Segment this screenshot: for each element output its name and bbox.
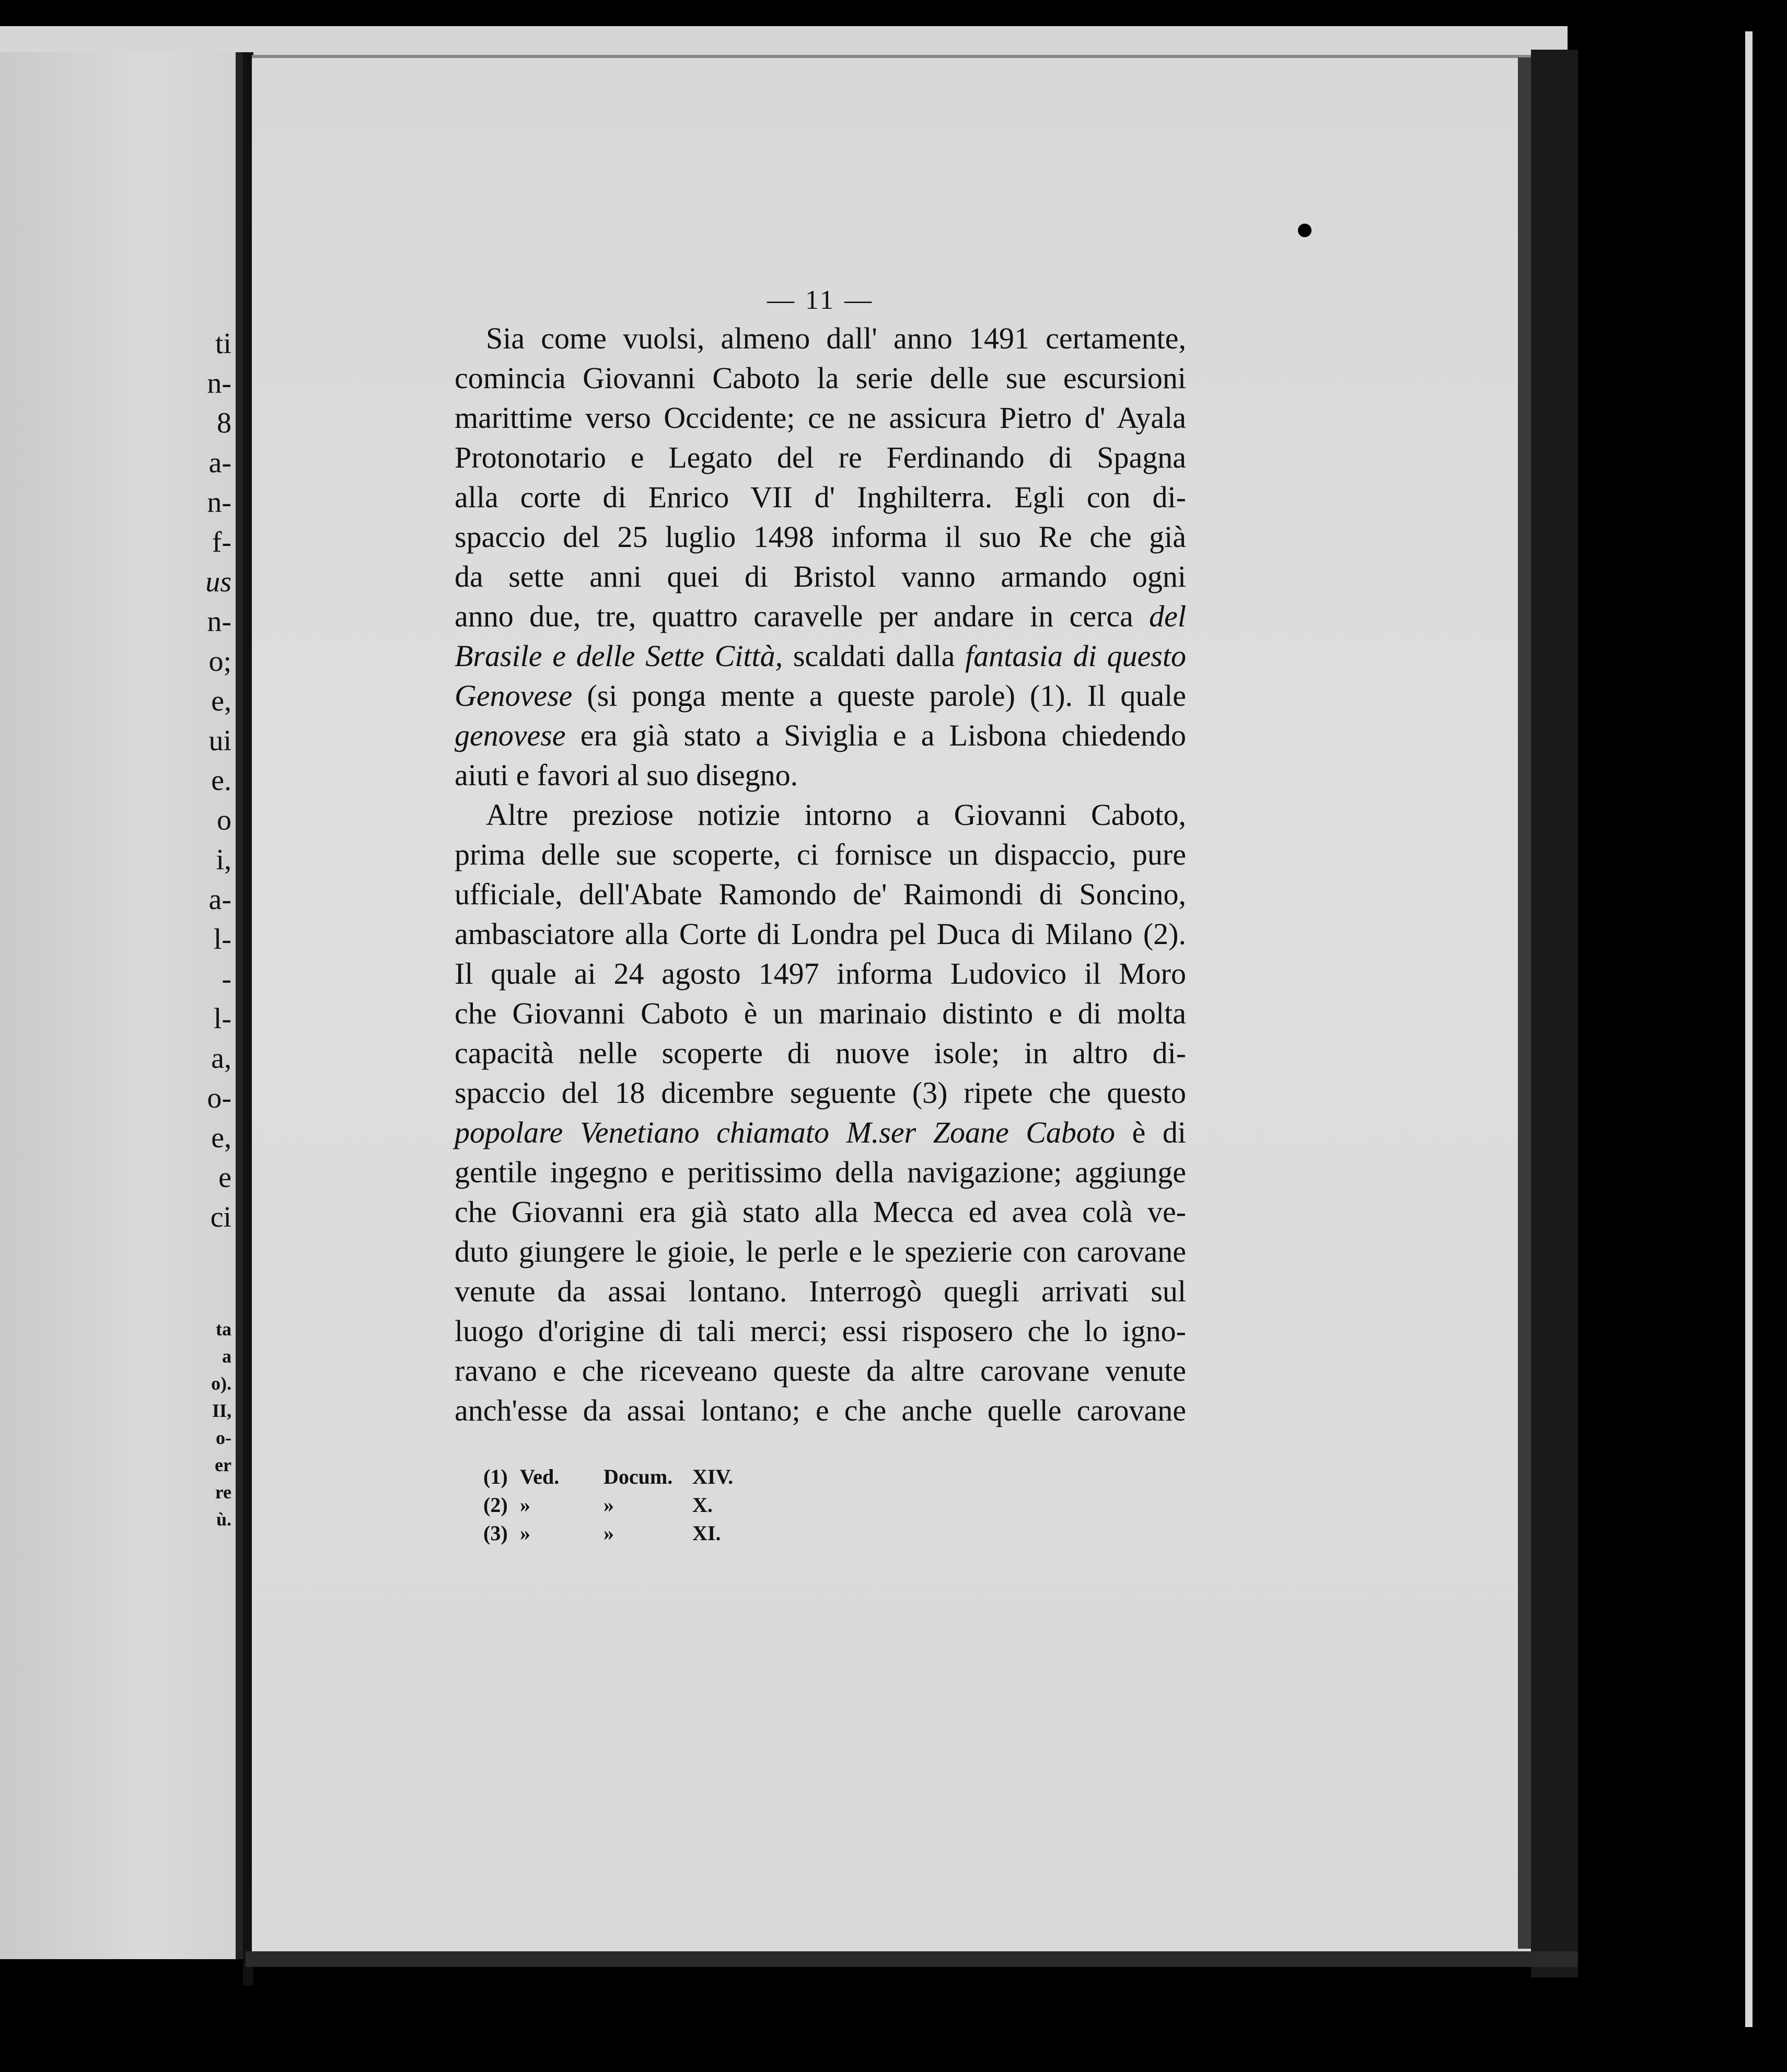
text-line: capacità nelle scoperte di nuove isole; in altro di- (455, 1036, 1186, 1070)
left-note-fragment: a (222, 1346, 231, 1367)
text-line: che Giovanni era già stato alla Mecca ed avea colà ve- (455, 1195, 1186, 1229)
text-line: duto giungere le gioie, le perle e le spezierie con carovane (455, 1235, 1186, 1268)
left-fragment: a- (208, 447, 231, 479)
footnote-number: (1) (483, 1465, 508, 1488)
text-line: spaccio del 25 luglio 1498 informa il suo Re che già (455, 520, 1186, 554)
left-page (0, 52, 243, 1959)
text-line: anch'esse da assai lontano; e che anche quelle carovane (455, 1393, 1186, 1427)
left-note-fragment: II, (212, 1400, 231, 1421)
left-fragment: a, (211, 1042, 231, 1075)
page-frame (1531, 50, 1578, 1977)
text-line: ufficiale, dell'Abate Ramondo de' Raimondi di Soncino, (455, 877, 1186, 911)
italic-run: del (1149, 599, 1186, 633)
text-line: luogo d'origine di tali merci; essi risposero che lo igno- (455, 1314, 1186, 1348)
footnote-ref: Ved. (520, 1465, 560, 1488)
left-fragment: n- (207, 606, 231, 638)
left-fragment: e (218, 1161, 231, 1194)
italic-run: fantasia di questo (965, 639, 1186, 673)
text-line: Il quale ai 24 agosto 1497 informa Ludovico il Moro (455, 957, 1186, 991)
left-fragment: l- (213, 1003, 231, 1035)
italic-run: Brasile e delle Sette Città, (455, 639, 783, 673)
text-line: Altre preziose notizie intorno a Giovanni Caboto, (486, 798, 1186, 832)
left-note-fragment: o- (216, 1427, 231, 1448)
text-line: prima delle sue scoperte, ci fornisce un dispaccio, pure (455, 837, 1186, 871)
text-line (455, 636, 1186, 676)
left-fragment: - (222, 963, 231, 995)
left-fragment: us (205, 566, 231, 598)
footnote-doc: XIV. (692, 1465, 734, 1488)
right-border (1578, 0, 1787, 2072)
footnote (483, 1491, 755, 1519)
left-note-fragment: ù. (216, 1509, 231, 1530)
text-line: spaccio del 18 dicembre seguente (3) ripete che questo (455, 1076, 1186, 1110)
footnote (483, 1519, 755, 1547)
ink-dot (1298, 224, 1312, 237)
page-text (455, 282, 1186, 1430)
left-fragment: n- (207, 367, 231, 400)
text-line: Protonotario e Legato del re Ferdinando di Spagna (455, 440, 1186, 474)
left-page-text-fragments (169, 324, 231, 1533)
left-fragment: l- (213, 923, 231, 956)
text-line: aiuti e favori al suo disegno. (455, 758, 798, 792)
bottom-page-edge (246, 1951, 1578, 1967)
left-page-edge (236, 52, 243, 1959)
text-line (455, 716, 1186, 755)
text-line: marittime verso Occidente; ce ne assicura Pietro d' Ayala (455, 401, 1186, 435)
left-note-fragment: ta (216, 1319, 231, 1340)
text-run: scaldati dalla (783, 639, 966, 673)
left-fragment: e. (211, 764, 231, 797)
paragraph-1 (455, 319, 1186, 795)
text-line: ravano e che riceveano queste da altre carovane venute (455, 1354, 1186, 1388)
footnote-doc: X. (692, 1493, 713, 1517)
footnote-number: (3) (483, 1521, 508, 1545)
right-border-line (1745, 31, 1753, 2027)
footnote-ref: » (604, 1521, 614, 1545)
footnote-doc: XI. (692, 1521, 721, 1545)
footnote-ref: » (604, 1493, 614, 1517)
text-line: alla corte di Enrico VII d' Inghilterra. Egli con di- (455, 480, 1186, 514)
text-run: anno due, tre, quattro caravelle per andare in cerca (455, 599, 1133, 633)
footnote-ref: Docum. (604, 1465, 673, 1488)
text-line: gentile ingegno e peritissimo della navigazione; aggiunge (455, 1155, 1186, 1189)
italic-run: popolare Venetiano chiamato M.ser Zoane Caboto (455, 1115, 1116, 1149)
text-line: ambasciatore alla Corte di Londra pel Duca di Milano (2). (455, 917, 1186, 951)
text-line: che Giovanni Caboto è un marinaio distinto e di molta (455, 996, 1186, 1030)
left-note-fragment: o). (211, 1373, 231, 1394)
left-fragment: o; (208, 645, 231, 678)
left-fragment: a- (208, 883, 231, 916)
left-fragment: o- (207, 1082, 231, 1114)
text-line (455, 1113, 1186, 1153)
left-fragment: 8 (217, 407, 231, 439)
text-run: era già stato a Siviglia e a Lisbona chiedendo (565, 718, 1186, 752)
left-fragment: ui (208, 725, 231, 757)
left-fragment: i, (216, 844, 231, 876)
text-run: (si ponga mente a queste parole) (1). Il quale (572, 679, 1186, 713)
footnote (483, 1463, 755, 1491)
left-fragment: ci (210, 1201, 231, 1233)
text-line: comincia Giovanni Caboto la serie delle sue escursioni (455, 361, 1186, 395)
left-fragment: e, (211, 685, 231, 717)
left-fragment: f- (212, 526, 231, 558)
text-line (455, 676, 1186, 716)
footnote-ref: » (520, 1521, 530, 1545)
italic-run: genovese (455, 718, 566, 752)
left-fragment: n- (207, 486, 231, 519)
footnote-number: (2) (483, 1493, 508, 1517)
paragraph-2 (455, 795, 1186, 1430)
left-note-fragment: re (215, 1482, 231, 1503)
footnote-ref: » (520, 1493, 530, 1517)
text-line: Sia come vuolsi, almeno dall' anno 1491 certamente, (486, 321, 1186, 355)
left-note-fragment: er (215, 1454, 231, 1475)
text-line: da sette anni quei di Bristol vanno armando ogni (455, 560, 1186, 593)
page-number: — 11 — (767, 285, 874, 315)
italic-run: Genovese (455, 679, 573, 713)
left-fragment: o (217, 804, 231, 836)
text-line: venute da assai lontano. Interrogò quegli arrivati sul (455, 1274, 1186, 1308)
text-line (455, 597, 1186, 636)
footnotes (483, 1463, 755, 1547)
left-fragment: ti (215, 328, 231, 360)
left-fragment: e, (211, 1122, 231, 1154)
text-run: è di (1115, 1115, 1187, 1149)
